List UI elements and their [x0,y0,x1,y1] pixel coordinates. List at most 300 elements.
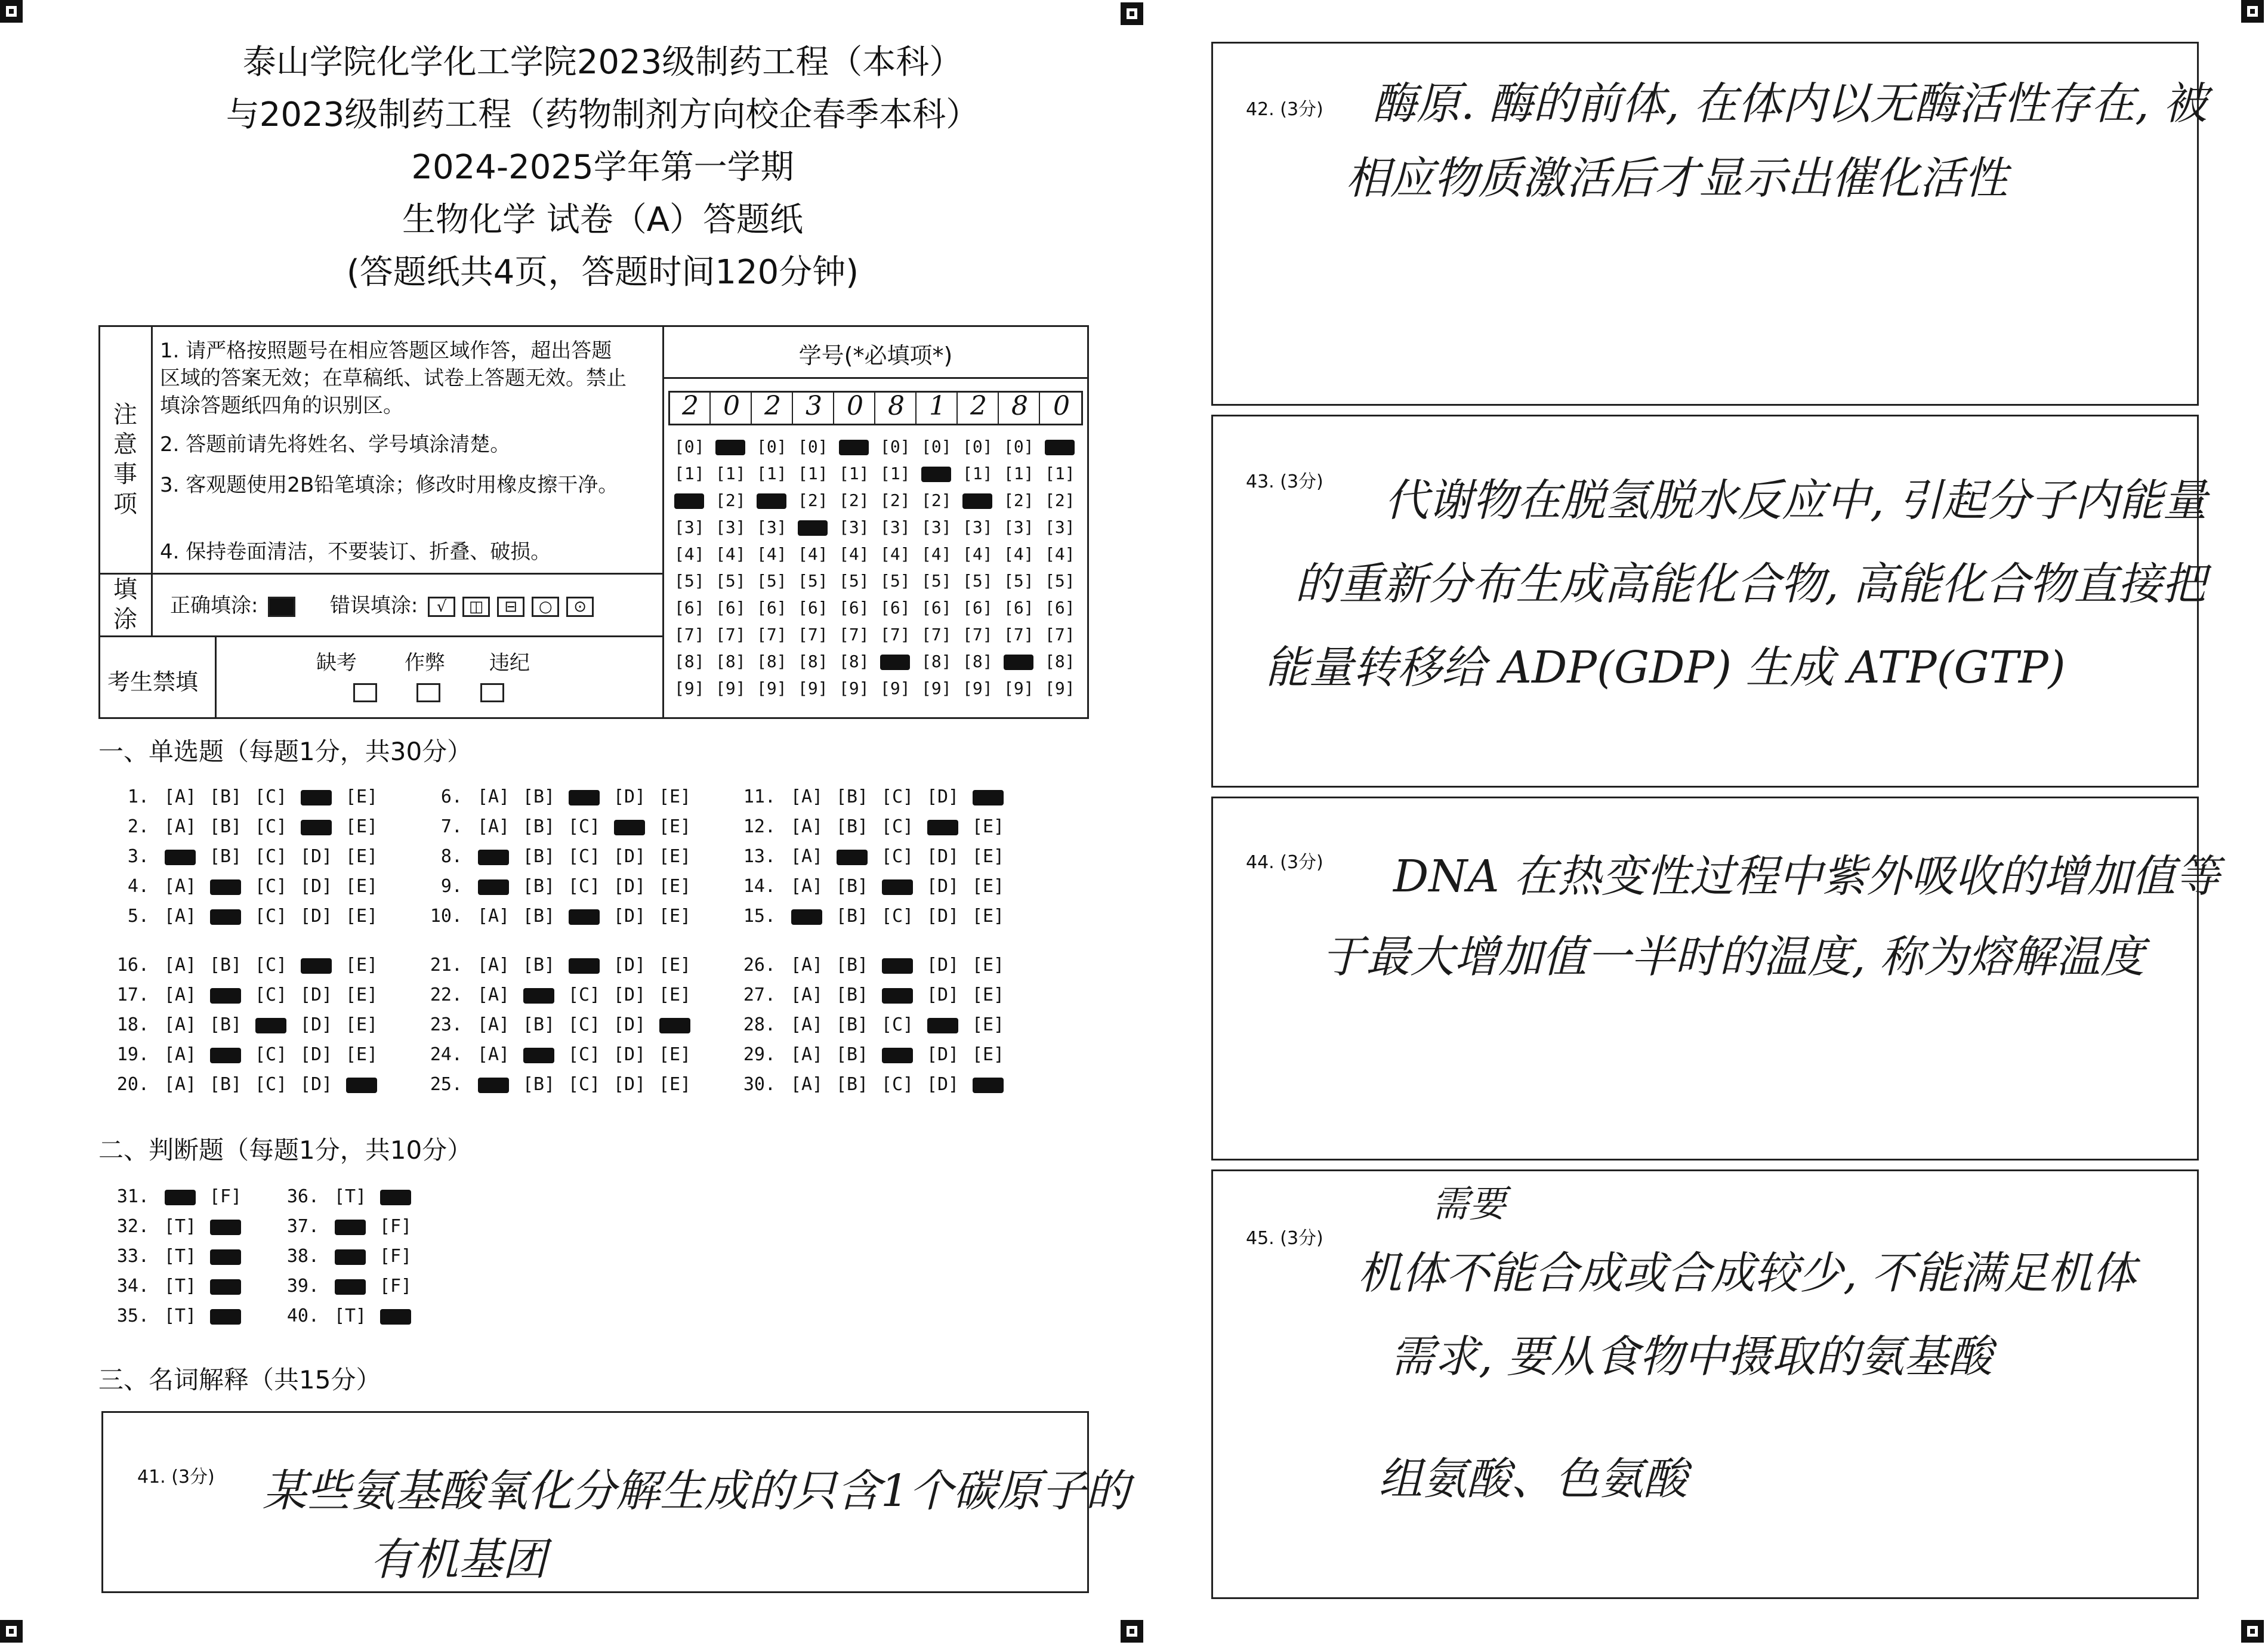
option-bubble[interactable]: [B] [835,876,869,897]
student-id-bubble-filled[interactable] [674,490,710,510]
option-filled[interactable] [158,1186,203,1207]
option-bubble[interactable]: [A] [790,955,823,976]
option-bubble[interactable]: [A] [477,906,510,927]
option-bubble[interactable]: [B] [835,816,869,837]
student-id-bubble[interactable]: [5] [1045,571,1075,591]
option-bubble[interactable]: [C] [254,955,288,976]
student-id-bubble[interactable]: [3] [1045,517,1075,537]
option-filled[interactable] [328,1276,373,1297]
student-id-bubble[interactable]: [0] [880,437,911,456]
option-bubble[interactable]: [D] [300,1074,333,1095]
student-id-bubble[interactable]: [7] [880,625,911,644]
option-bubble[interactable]: [A] [790,816,823,837]
option-bubble[interactable]: [A] [790,1014,823,1035]
option-bubble[interactable]: [D] [613,906,646,927]
option-bubble[interactable]: [C] [254,786,288,807]
cheat-checkbox[interactable] [416,683,440,702]
option-bubble[interactable]: [E] [345,876,378,897]
option-bubble[interactable]: [B] [835,1014,869,1035]
student-id-bubble[interactable]: [6] [921,598,952,618]
option-bubble[interactable]: [A] [790,876,823,897]
option-bubble[interactable]: [E] [971,876,1005,897]
student-id-bubble[interactable]: [1] [798,464,828,483]
single-choice-question [421,955,698,976]
single-choice-question [421,1044,698,1065]
option-bubble[interactable]: [T] [163,1305,197,1326]
question-number: 40. [286,1305,319,1326]
option-filled[interactable] [158,846,203,867]
student-id-bubble[interactable]: [3] [839,517,869,537]
option-filled[interactable] [203,1246,248,1267]
option-filled[interactable] [203,876,248,897]
student-id-bubble[interactable]: [9] [715,678,746,698]
student-id-bubble[interactable]: [5] [674,571,705,591]
option-bubble[interactable]: [C] [567,1014,601,1035]
student-id-bubble[interactable]: [4] [674,544,705,564]
student-id-bubble[interactable]: [8] [757,652,787,671]
absent-checkbox[interactable] [353,683,377,702]
option-filled[interactable] [652,1014,698,1035]
option-filled[interactable] [875,955,920,976]
student-id-bubble[interactable]: [8] [674,652,705,671]
option-bubble[interactable]: [A] [477,786,510,807]
option-bubble[interactable]: [A] [163,955,197,976]
option-bubble[interactable]: [F] [209,1186,242,1207]
option-filled[interactable] [561,955,607,976]
option-bubble[interactable]: [C] [254,984,288,1005]
option-bubble[interactable]: [D] [613,876,646,897]
option-filled[interactable] [373,1186,418,1207]
student-id-bubble-filled[interactable] [921,464,957,483]
option-bubble[interactable]: [E] [345,984,378,1005]
student-id-bubble[interactable]: [1] [839,464,869,483]
option-bubble[interactable]: [F] [379,1246,412,1267]
student-id-bubble[interactable]: [6] [715,598,746,618]
option-bubble[interactable]: [E] [971,846,1005,867]
student-id-bubble[interactable]: [4] [1045,544,1075,564]
option-bubble[interactable]: [D] [613,984,646,1005]
student-id-bubble[interactable]: [9] [1004,678,1034,698]
student-id-bubble[interactable]: [1] [962,464,993,483]
student-id-bubble[interactable]: [6] [962,598,993,618]
student-id-bubble[interactable]: [7] [715,625,746,644]
student-id-bubble[interactable]: [6] [798,598,828,618]
student-id-bubble[interactable]: [5] [962,571,993,591]
student-id-bubble[interactable]: [2] [921,490,952,510]
student-id-bubble[interactable]: [3] [921,517,952,537]
option-bubble[interactable]: [E] [345,786,378,807]
student-id-bubble[interactable]: [0] [962,437,993,456]
student-id-bubble-filled[interactable] [757,490,792,510]
option-bubble[interactable]: [E] [658,846,692,867]
option-bubble[interactable]: [A] [790,786,823,807]
student-id-bubble[interactable]: [0] [674,437,705,456]
student-id-bubble[interactable]: [7] [1004,625,1034,644]
student-id-bubble-filled[interactable] [798,517,834,537]
student-id-bubble[interactable]: [9] [1045,678,1075,698]
student-id-bubble[interactable]: [9] [757,678,787,698]
student-id-bubble[interactable]: [9] [798,678,828,698]
single-choice-question [421,816,698,837]
single-choice-question [107,816,384,837]
option-bubble[interactable]: [A] [163,786,197,807]
student-id-bubble[interactable]: [7] [798,625,828,644]
option-bubble[interactable]: [B] [835,984,869,1005]
student-id-bubble[interactable]: [4] [757,544,787,564]
option-bubble[interactable]: [A] [477,1014,510,1035]
option-bubble[interactable]: [C] [254,846,288,867]
student-id-bubble-filled[interactable] [839,437,875,456]
option-bubble[interactable]: [E] [345,955,378,976]
option-bubble[interactable]: [D] [300,1044,333,1065]
option-filled[interactable] [328,1216,373,1237]
student-id-bubble[interactable]: [8] [839,652,869,671]
student-id-bubble[interactable]: [1] [1045,464,1075,483]
student-id-bubble[interactable]: [1] [715,464,746,483]
option-filled[interactable] [829,846,875,867]
option-bubble[interactable]: [D] [926,906,959,927]
option-bubble[interactable]: [B] [522,786,556,807]
option-filled[interactable] [516,984,561,1005]
option-bubble[interactable]: [A] [790,984,823,1005]
student-id-bubble[interactable]: [4] [1004,544,1034,564]
student-id-bubble[interactable]: [8] [1045,652,1075,671]
option-bubble[interactable]: [A] [790,846,823,867]
option-bubble[interactable]: [D] [300,906,333,927]
option-bubble[interactable]: [B] [522,1014,556,1035]
section2-title: 二、判断题（每题1分，共10分） [98,1135,473,1165]
option-bubble[interactable]: [D] [613,786,646,807]
option-bubble[interactable]: [B] [522,1074,556,1095]
option-bubble[interactable]: [C] [567,1074,601,1095]
notice-item-2: 2. 答题前请先将姓名、学号填涂清楚。 [160,433,511,456]
option-bubble[interactable]: [E] [971,1014,1005,1035]
student-id-bubble-filled[interactable] [715,437,751,456]
student-id-bubble[interactable]: [8] [962,652,993,671]
option-bubble[interactable]: [A] [790,1044,823,1065]
student-id-bubble[interactable]: [3] [880,517,911,537]
option-filled[interactable] [965,1074,1011,1095]
option-bubble[interactable]: [C] [881,816,914,837]
option-filled[interactable] [607,816,652,837]
option-bubble[interactable]: [F] [379,1216,412,1237]
option-bubble[interactable]: [E] [658,1074,692,1095]
option-bubble[interactable]: [D] [613,1074,646,1095]
option-bubble[interactable]: [B] [835,786,869,807]
header-line-1: 泰山学院化学化工学院2023级制药工程（本科） [242,43,963,82]
option-bubble[interactable]: [D] [926,955,959,976]
option-filled[interactable] [203,906,248,927]
student-id-bubble[interactable]: [6] [1004,598,1034,618]
option-filled[interactable] [875,876,920,897]
option-bubble[interactable]: [D] [300,984,333,1005]
option-filled[interactable] [328,1246,373,1267]
student-id-bubble[interactable]: [6] [839,598,869,618]
student-id-bubble-filled[interactable] [1045,437,1081,456]
option-filled[interactable] [516,1044,561,1065]
student-id-bubble[interactable]: [0] [757,437,787,456]
student-id-bubble[interactable]: [1] [1004,464,1034,483]
option-bubble[interactable]: [E] [345,1014,378,1035]
option-filled[interactable] [875,984,920,1005]
option-bubble[interactable]: [A] [477,816,510,837]
student-id-bubble[interactable]: [7] [921,625,952,644]
option-filled[interactable] [203,1044,248,1065]
q45-insert-note: 需要 [1432,1182,1507,1226]
student-id-bubble[interactable]: [8] [715,652,746,671]
option-bubble[interactable]: [B] [522,955,556,976]
option-bubble[interactable]: [E] [658,955,692,976]
option-bubble[interactable]: [E] [971,1044,1005,1065]
option-bubble[interactable]: [B] [209,846,242,867]
student-id-bubble[interactable]: [4] [880,544,911,564]
student-id-bubble[interactable]: [7] [674,625,705,644]
option-bubble[interactable]: [E] [658,906,692,927]
option-bubble[interactable]: [B] [522,876,556,897]
option-bubble[interactable]: [B] [835,1044,869,1065]
option-bubble[interactable]: [A] [477,1044,510,1065]
student-id-bubble[interactable]: [9] [839,678,869,698]
filled-mark [165,850,196,865]
option-bubble[interactable]: [C] [881,906,914,927]
option-bubble[interactable]: [B] [209,1074,242,1095]
student-id-bubble-filled[interactable] [880,652,916,671]
option-filled[interactable] [203,1216,248,1237]
option-bubble[interactable]: [B] [209,1014,242,1035]
option-bubble[interactable]: [E] [345,1044,378,1065]
filled-mark [210,988,241,1004]
option-bubble[interactable]: [E] [971,955,1005,976]
option-bubble[interactable]: [B] [209,786,242,807]
student-id-bubble[interactable]: [2] [839,490,869,510]
student-id-bubble[interactable]: [4] [962,544,993,564]
option-bubble[interactable]: [A] [163,1014,197,1035]
option-filled[interactable] [561,786,607,807]
option-filled[interactable] [561,906,607,927]
student-id-bubble[interactable]: [7] [962,625,993,644]
student-id-bubble[interactable]: [7] [839,625,869,644]
student-id-bubble[interactable]: [5] [839,571,869,591]
option-bubble[interactable]: [C] [881,786,914,807]
filled-mark [973,1078,1004,1093]
option-bubble[interactable]: [B] [835,1074,869,1095]
option-bubble[interactable]: [E] [971,816,1005,837]
filled-mark [882,879,913,895]
student-id-bubble[interactable]: [5] [921,571,952,591]
option-bubble[interactable]: [C] [254,876,288,897]
option-bubble[interactable]: [A] [163,1074,197,1095]
student-id-bubble[interactable]: [1] [757,464,787,483]
option-bubble[interactable]: [C] [254,1074,288,1095]
option-bubble[interactable]: [C] [254,1044,288,1065]
student-id-bubble[interactable]: [6] [1045,598,1075,618]
option-bubble[interactable]: [E] [658,876,692,897]
option-bubble[interactable]: [A] [477,955,510,976]
filled-mark [301,790,332,805]
option-bubble[interactable]: [T] [334,1305,367,1326]
option-bubble[interactable]: [C] [881,1014,914,1035]
option-bubble[interactable]: [E] [658,816,692,837]
option-filled[interactable] [294,955,339,976]
option-bubble[interactable]: [D] [300,1014,333,1035]
option-filled[interactable] [339,1074,384,1095]
option-bubble[interactable]: [D] [926,876,959,897]
student-id-bubble[interactable]: [0] [1004,437,1034,456]
option-bubble[interactable]: [D] [613,846,646,867]
student-id-bubble-filled[interactable] [962,490,998,510]
option-bubble[interactable]: [T] [334,1186,367,1207]
option-bubble[interactable]: [D] [613,1014,646,1035]
student-id-bubble[interactable]: [2] [880,490,911,510]
option-bubble[interactable]: [B] [522,906,556,927]
option-filled[interactable] [203,1276,248,1297]
student-id-bubble[interactable]: [4] [839,544,869,564]
filled-mark [210,1048,241,1063]
filled-mark [478,850,509,865]
option-filled[interactable] [784,906,829,927]
student-id-bubble[interactable]: [3] [1004,517,1034,537]
q43-answer-line-2: 的重新分布生成高能化合物, 高能化合物直接把 [1295,558,2207,610]
question-number: 9. [440,876,462,897]
option-filled[interactable] [920,816,965,837]
option-bubble[interactable]: [A] [163,876,197,897]
student-id-bubble[interactable]: [4] [798,544,828,564]
option-bubble[interactable]: [D] [926,846,959,867]
student-id-bubble[interactable]: [6] [674,598,705,618]
option-bubble[interactable]: [B] [835,955,869,976]
option-filled[interactable] [920,1014,965,1035]
option-filled[interactable] [875,1044,920,1065]
question-number: 17. [116,984,149,1005]
student-id-bubble[interactable]: [7] [1045,625,1075,644]
option-bubble[interactable]: [F] [379,1276,412,1297]
option-bubble[interactable]: [T] [163,1246,197,1267]
option-filled[interactable] [203,984,248,1005]
violation-checkbox[interactable] [480,683,504,702]
option-bubble[interactable]: [D] [300,846,333,867]
option-bubble[interactable]: [E] [971,906,1005,927]
student-id-bubble[interactable]: [8] [798,652,828,671]
option-bubble[interactable]: [A] [163,816,197,837]
option-bubble[interactable]: [E] [345,906,378,927]
option-filled[interactable] [965,786,1011,807]
option-bubble[interactable]: [C] [567,846,601,867]
student-id-bubble[interactable]: [4] [921,544,952,564]
student-id-bubble[interactable]: [9] [674,678,705,698]
student-id-bubble[interactable]: [9] [921,678,952,698]
student-id-bubble[interactable]: [1] [880,464,911,483]
option-filled[interactable] [203,1305,248,1326]
option-bubble[interactable]: [T] [163,1216,197,1237]
option-bubble[interactable]: [C] [567,876,601,897]
student-id-bubble[interactable]: [9] [880,678,911,698]
option-bubble[interactable]: [A] [163,1044,197,1065]
option-bubble[interactable]: [D] [926,786,959,807]
option-bubble[interactable]: [E] [658,984,692,1005]
filled-mark [210,1249,241,1265]
option-bubble[interactable]: [E] [345,816,378,837]
option-bubble[interactable]: [D] [926,984,959,1005]
student-id-bubble[interactable]: [0] [921,437,952,456]
student-id-bubble[interactable]: [5] [1004,571,1034,591]
option-bubble[interactable]: [E] [971,984,1005,1005]
filled-mark [380,1190,411,1205]
q41-answer-line-2: 有机基团 [370,1534,547,1585]
option-bubble[interactable]: [A] [477,984,510,1005]
option-filled[interactable] [471,846,516,867]
option-filled[interactable] [294,786,339,807]
student-id-bubble[interactable]: [6] [757,598,787,618]
option-bubble[interactable]: [D] [926,1074,959,1095]
option-bubble[interactable]: [C] [567,816,601,837]
student-id-bubble[interactable]: [6] [880,598,911,618]
student-id-bubble[interactable]: [5] [715,571,746,591]
student-id-bubble[interactable]: [0] [798,437,828,456]
option-bubble[interactable]: [D] [613,1044,646,1065]
option-bubble[interactable]: [A] [163,984,197,1005]
option-bubble[interactable]: [C] [254,816,288,837]
option-bubble[interactable]: [E] [345,846,378,867]
option-bubble[interactable]: [A] [163,906,197,927]
q43-answer-line-1: 代谢物在脱氢脱水反应中, 引起分子内能量 [1384,475,2208,526]
student-id-bubble[interactable]: [3] [962,517,993,537]
student-id-bubble[interactable]: [5] [798,571,828,591]
option-bubble[interactable]: [B] [522,846,556,867]
student-id-bubble[interactable]: [2] [798,490,828,510]
option-bubble[interactable]: [B] [209,816,242,837]
option-bubble[interactable]: [E] [658,1044,692,1065]
option-filled[interactable] [471,1074,516,1095]
student-id-bubble[interactable]: [2] [1004,490,1034,510]
option-bubble[interactable]: [T] [163,1276,197,1297]
student-id-bubble[interactable]: [5] [757,571,787,591]
student-id-bubble[interactable]: [1] [674,464,705,483]
option-bubble[interactable]: [D] [613,955,646,976]
student-id-bubble[interactable]: [2] [1045,490,1075,510]
question-number: 35. [116,1305,149,1326]
option-bubble[interactable]: [E] [658,786,692,807]
student-id-bubble[interactable]: [3] [715,517,746,537]
option-filled[interactable] [471,876,516,897]
option-bubble[interactable]: [A] [790,1074,823,1095]
single-choice-question [421,846,698,867]
student-id-bubble[interactable]: [7] [757,625,787,644]
option-bubble[interactable]: [C] [567,1044,601,1065]
student-id-bubble[interactable]: [9] [962,678,993,698]
option-bubble[interactable]: [C] [881,1074,914,1095]
student-id-bubble[interactable]: [5] [880,571,911,591]
student-id-bubble[interactable]: [2] [715,490,746,510]
option-bubble[interactable]: [B] [209,955,242,976]
student-id-bubble-filled[interactable] [1004,652,1039,671]
student-id-digit: 0 [1053,391,1070,421]
option-bubble[interactable]: [B] [522,816,556,837]
student-id-bubble[interactable]: [8] [921,652,952,671]
option-filled[interactable] [373,1305,418,1326]
option-bubble[interactable]: [C] [254,906,288,927]
true-false-question [277,1246,418,1267]
option-bubble[interactable]: [D] [300,876,333,897]
student-id-bubble[interactable]: [3] [757,517,787,537]
option-bubble[interactable]: [C] [567,984,601,1005]
student-id-bubble[interactable]: [4] [715,544,746,564]
option-bubble[interactable]: [D] [926,1044,959,1065]
student-id-bubble[interactable]: [3] [674,517,705,537]
option-filled[interactable] [294,816,339,837]
option-filled[interactable] [248,1014,294,1035]
option-bubble[interactable]: [B] [835,906,869,927]
option-bubble[interactable]: [C] [881,846,914,867]
